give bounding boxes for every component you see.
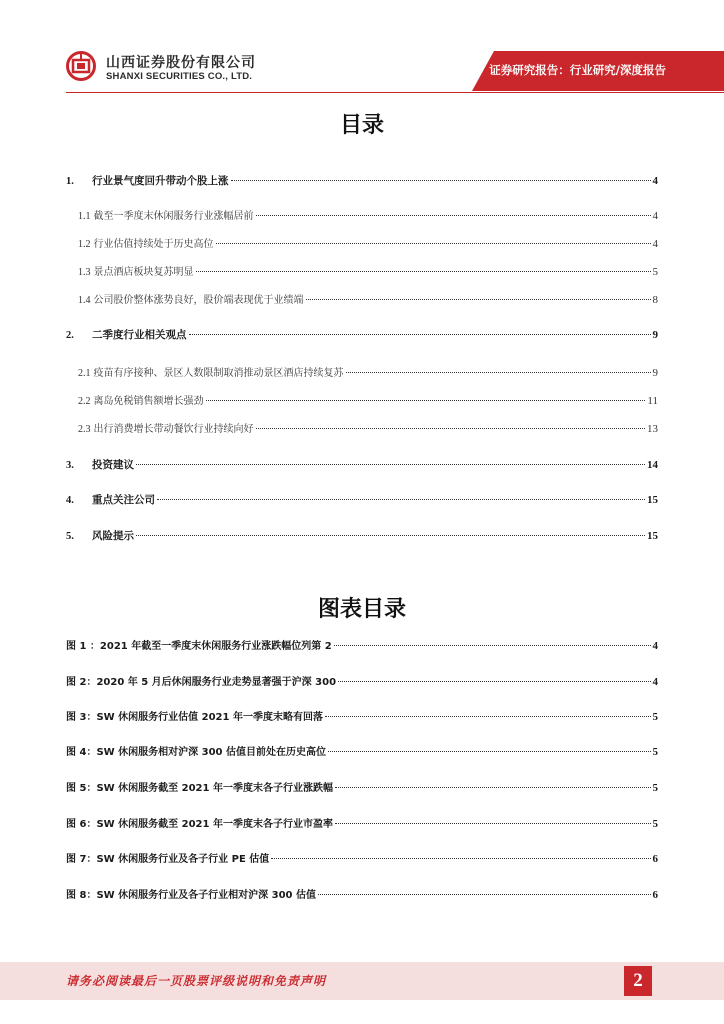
toc-subentry[interactable]: 1.1 截至一季度末休闲服务行业涨幅居前 4	[78, 210, 658, 222]
figure-entry[interactable]: 图 1 ：2021 年截至一季度末休闲服务行业涨跌幅位列第 2 4	[66, 640, 658, 652]
figure-entry[interactable]: 图 8：SW 休闲服务行业及各子行业相对沪深 300 估值 6	[66, 889, 658, 901]
page-header	[0, 0, 724, 95]
toc-subentry[interactable]: 2.3 出行消费增长带动餐饮行业持续向好 13	[78, 423, 658, 435]
toc-entry[interactable]: 3. 投资建议 14	[66, 459, 658, 471]
toc-entry[interactable]: 2. 二季度行业相关观点 9	[66, 329, 658, 341]
company-name-cn: 山西证券股份有限公司	[106, 55, 256, 71]
figure-entry[interactable]: 图 6：SW 休闲服务截至 2021 年一季度末各子行业市盈率 5	[66, 818, 658, 830]
shanxi-securities-logo-icon	[66, 51, 96, 81]
toc-subentry[interactable]: 1.4 公司股价整体涨势良好，股价端表现优于业绩端 8	[78, 294, 658, 306]
toc-subentry[interactable]: 1.3 景点酒店板块复苏明显 5	[78, 266, 658, 278]
header-divider	[66, 92, 724, 93]
disclaimer-text: 请务必阅读最后一页股票评级说明和免责声明	[66, 974, 327, 988]
figure-entry[interactable]: 图 7：SW 休闲服务行业及各子行业 PE 估值 6	[66, 853, 658, 865]
toc-entry[interactable]: 1. 行业景气度回升带动个股上涨 4	[66, 175, 658, 187]
toc-subentry[interactable]: 2.1 疫苗有序接种、景区人数限制取消推动景区酒店持续复苏 9	[78, 367, 658, 379]
figure-entry[interactable]: 图 2：2020 年 5 月后休闲服务行业走势显著强于沪深 300 4	[66, 676, 658, 688]
toc-entry[interactable]: 5. 风险提示 15	[66, 530, 658, 542]
toc-title: 目录	[339, 113, 384, 138]
figure-entry[interactable]: 图 3：SW 休闲服务行业估值 2021 年一季度末略有回落 5	[66, 711, 658, 723]
figure-entry[interactable]: 图 5：SW 休闲服务截至 2021 年一季度末各子行业涨跌幅 5	[66, 782, 658, 794]
toc-subentry[interactable]: 2.2 离岛免税销售额增长强劲 11	[78, 395, 658, 407]
report-type-label: 证券研究报告：行业研究/深度报告	[489, 63, 666, 77]
company-name-en: SHANXI SECURITIES CO., LTD.	[106, 71, 253, 82]
page-number: 2	[624, 966, 652, 996]
figures-title: 图表目录	[317, 597, 406, 622]
toc-entry[interactable]: 4. 重点关注公司 15	[66, 494, 658, 506]
toc-subentry[interactable]: 1.2 行业估值持续处于历史高位 4	[78, 238, 658, 250]
figure-entry[interactable]: 图 4：SW 休闲服务相对沪深 300 估值目前处在历史高位 5	[66, 746, 658, 758]
